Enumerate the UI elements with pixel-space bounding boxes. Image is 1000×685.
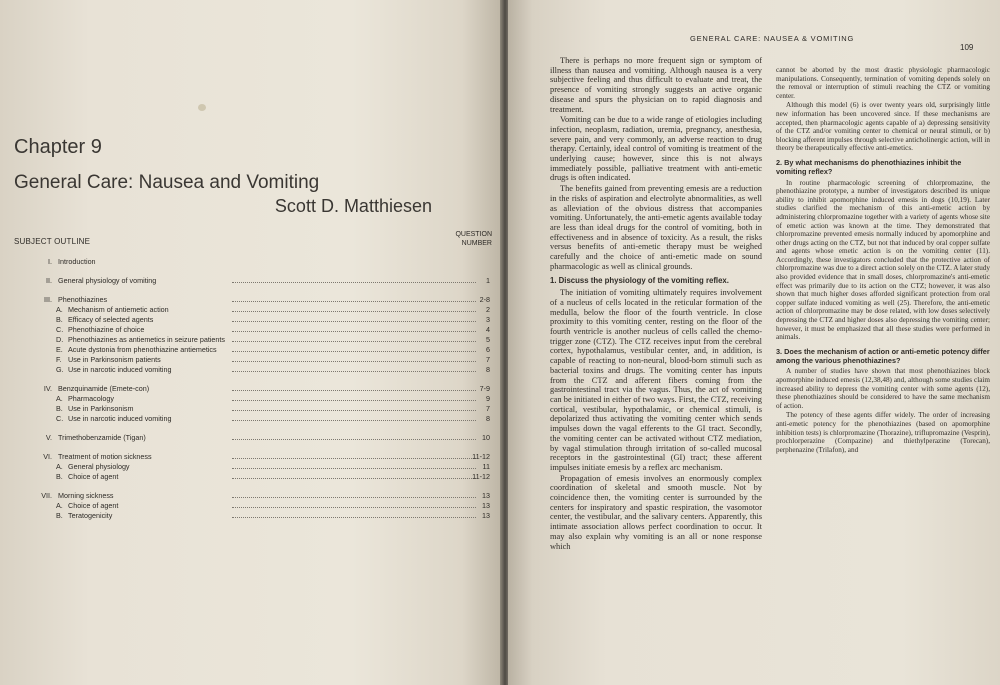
- outline-row: [32, 433, 490, 443]
- outline-row: [32, 365, 490, 375]
- outline-num: A.: [56, 462, 63, 471]
- outline-num: A.: [56, 501, 63, 510]
- outline-num: F.: [56, 355, 62, 364]
- outline-row: [32, 472, 490, 482]
- paragraph: Propagation of emesis involves an enormously complex coordination of skeletal and smooth muscle. Not by coincidence then, the vomiting center is surrounded by the centers for inspiratory and spastic respiration, the vasomotor center, the vestibular, and the salivary centers. Apparently, this intimate association allows perfect coordination to occur. It may also explain why vomiting is an all or none response which: [550, 473, 762, 551]
- outline-num: G.: [56, 365, 64, 374]
- outline-row: [32, 325, 490, 335]
- outline-question-number: 2-8: [479, 295, 490, 304]
- outline-question-number: 7: [486, 404, 490, 413]
- leader-dots: [232, 371, 476, 372]
- outline-row: [32, 414, 490, 424]
- outline-num: B.: [56, 472, 63, 481]
- outline-question-number: 11-12: [472, 452, 490, 461]
- outline-row: [32, 491, 490, 501]
- author-name: Scott D. Matthiesen: [274, 196, 432, 216]
- outline-question-number: 13: [482, 511, 490, 520]
- outline-label: Treatment of motion sickness: [58, 452, 152, 461]
- outline-num: D.: [56, 335, 64, 344]
- outline-question-number: 11-12: [472, 472, 490, 481]
- paragraph: Vomiting can be due to a wide range of etiologies including infection, neoplasm, radiation, uremia, pregnancy, anesthesia, severe pain, and very commonly, an adverse reaction to drug therapy. Certainly, ideal control of vomiting is treatment of the underlying cause; however, since this is not always immediately possible, palliative treatment with anti-emetic drugs is often indicated.: [550, 115, 762, 183]
- leader-dots: [232, 361, 476, 362]
- outline-num: A.: [56, 305, 63, 314]
- question-heading: 1. Discuss the physiology of the vomiting reflex.: [550, 276, 729, 286]
- outline-row: [32, 305, 490, 315]
- subject-outline-list: [32, 257, 490, 521]
- outline-question-number: 7-9: [479, 384, 490, 393]
- chapter-number: Chapter 9: [14, 136, 102, 158]
- outline-question-number: 13: [482, 501, 490, 510]
- leader-dots: [232, 458, 476, 459]
- leader-dots: [232, 331, 476, 332]
- outline-row: [32, 345, 490, 355]
- outline-num: C.: [56, 414, 64, 423]
- outline-num: B.: [56, 404, 63, 413]
- outline-row: [32, 276, 490, 286]
- outline-num: A.: [56, 394, 63, 403]
- leader-dots: [232, 321, 476, 322]
- outline-num: VI.: [43, 452, 52, 461]
- leader-dots: [232, 390, 476, 391]
- chapter-title: General Care: Nausea and Vomiting: [14, 172, 320, 193]
- outline-label: Benzquinamide (Emete-con): [58, 384, 150, 393]
- outline-num: E.: [56, 345, 63, 354]
- leader-dots: [232, 351, 476, 352]
- outline-question-number: 7: [486, 355, 490, 364]
- outline-label: Choice of agent: [68, 472, 119, 481]
- outline-question-number: 6: [486, 345, 490, 354]
- outline-label: Pharmacology: [68, 394, 114, 403]
- outline-row: [32, 315, 490, 325]
- outline-question-number: 9: [486, 394, 490, 403]
- outline-row: [32, 295, 490, 305]
- outline-question-number: 8: [486, 414, 490, 423]
- outline-label: Use in narcotic induced vomiting: [68, 414, 172, 423]
- leader-dots: [232, 301, 476, 302]
- outline-question-number: 2: [486, 305, 490, 314]
- outline-question-number: 5: [486, 335, 490, 344]
- outline-row: [32, 257, 490, 267]
- outline-num: B.: [56, 315, 63, 324]
- leader-dots: [232, 468, 476, 469]
- outline-row: [32, 384, 490, 394]
- outline-question-number: 11: [482, 462, 490, 471]
- outline-question-number: 13: [482, 491, 490, 500]
- outline-label: Mechanism of antiemetic action: [68, 305, 169, 314]
- outline-question-number: 8: [486, 365, 490, 374]
- outline-num: IV.: [43, 384, 52, 393]
- outline-num: II.: [46, 276, 52, 285]
- question-heading: 2. By what mechanisms do phenothiazines inhibit the vomiting reflex?: [776, 157, 962, 176]
- leader-dots: [232, 507, 476, 508]
- leader-dots: [232, 439, 476, 440]
- outline-row: [32, 355, 490, 365]
- leader-dots: [232, 282, 476, 283]
- running-head: GENERAL CARE: NAUSEA & VOMITING: [690, 34, 855, 43]
- outline-question-number: 4: [486, 325, 490, 334]
- paragraph: In routine pharmacologic screening of chlorpromazine, the phenothiazine prototype, a number of investigators described its unique ability to inhibit apomorphine induced emesis in dogs (10,19). Later studies clarified the mechanism of this anti-emetic action by administering chlorpromazine together with a variety of agents whose site of emetic action was known at the time. They demonstrated that chlorpromazine prevented emesis normally induced by apomorphine and other drugs acting on the CTZ, but not that induced by oral copper sulfate and agents whose emetic action is on the vomiting center (11). Accordingly, these investigators concluded that the protective action of chlorpromazine was due to a direct action solely on the CTZ. A later study also provided evidence that in small doses, chlorpromazine's anti-emetic effect was primarily due to its action on the CTZ; however, it was also shown that much higher doses afforded significant protection from oral copper sulfate induced vomiting as well (25). Therefore, the anti-emetic action of chlorpromazine may be dose related, with low doses selectively depressing the CTZ and higher doses also depressing the vomiting center; however, it must be emphasized that all these studies were performed in animals.: [776, 178, 990, 342]
- outline-row: [32, 501, 490, 511]
- outline-num: V.: [45, 433, 52, 442]
- outline-question-number: 10: [482, 433, 490, 442]
- text-column-right: [776, 66, 990, 455]
- leader-dots: [232, 400, 476, 401]
- leader-dots: [232, 517, 476, 518]
- leader-dots: [232, 341, 476, 342]
- outline-row: [32, 462, 490, 472]
- outline-label: Teratogenicity: [68, 511, 113, 520]
- question-heading: 3. Does the mechanism of action or anti-emetic potency differ among the various phenothiazines?: [776, 346, 990, 365]
- outline-num: VII.: [41, 491, 52, 500]
- question-number-label: QUESTION NUMBER: [455, 231, 492, 247]
- outline-num: I.: [48, 257, 52, 266]
- right-page: [508, 0, 1000, 685]
- page-stain: [198, 104, 206, 111]
- paragraph: A number of studies have shown that most phenothiazines block apomorphine induced emesis (12,38,48) and, although some studies claim increased ability to depress the vomiting center with some agents (12), these phenothiazines should be considered to have the same mechanism of action.: [776, 367, 990, 410]
- outline-num: C.: [56, 325, 64, 334]
- paragraph: The initiation of vomiting ultimately requires involvement of a nucleus of cells located in the reticular formation of the medulla, below the floor of the fourth ventricle. In close proximity to this vomiting center, resting on the floor of the fourth ventricle is another nucleus of cells called the chemo-trigger zone (CTZ). The CTZ receives input from the cerebral cortex, hypothalamus, vestibular center, and, in addition, is capable of reacting to non-neural, blood-born stimuli such as bacterial toxins and drugs. The vomiting center has inputs from the CTZ and afferent fibers coming from the gastrointestinal tract via the vagus. Thus, the act of vomiting can be initiated in either of two ways. First, the CTZ, receiving cortical, vestibular, hypothalamic, or chemical stimuli, is depolarized thus activating the vomiting center which sends impulses down the vagal efferents to the GI tract. Secondly, the vomiting center can be activated without CTZ mediation, by vagal stimulation through irritation of so-called mucosal receptors in the gastrointestinal (GI) tract; these afferent impulses initiate emesis by a reflex arc mechanism.: [550, 288, 762, 472]
- subject-outline-label: SUBJECT OUTLINE: [14, 237, 91, 246]
- paragraph: The benefits gained from preventing emesis are a reduction in the risks of aspiration and electrolyte abnormalities, as well as alleviation of the obvious distress that accompanies vomiting. Unfortunately, the anti-emetic agents available today are less than ideal drugs for the control of vomiting, both in effectiveness and in absence of toxicity. As a result, the risks versus benefits of anti-emetic therapy must be weighed carefully and the choice of anti-emetic made on sound pharmacologic as well as clinical grounds.: [550, 184, 762, 271]
- paragraph: The potency of these agents differ widely. The order of increasing anti-emetic potency for the phenothiazines (based on apomorphine inhibition tests) is chlorpromazine (Thorazine), triflupromazine (Vesprin), prochlorperazine (Compazine) and thiethylperazine (Torecan), perphenazine (Trilafon), and: [776, 411, 990, 454]
- leader-dots: [232, 410, 476, 411]
- outline-row: [32, 394, 490, 404]
- outline-label: Introduction: [58, 257, 96, 266]
- leader-dots: [232, 311, 476, 312]
- outline-label: Phenothiazine of choice: [68, 325, 145, 334]
- paragraph: There is perhaps no more frequent sign or symptom of illness than nausea and vomiting. Although nausea is a very subjective feeling and thus difficult to evaluate and treat, the presence of vomiting strongly suggests an active organic disease and spurs the physician on to rapid diagnosis and treatment.: [550, 56, 762, 114]
- outline-label: Acute dystonia from phenothiazine antiemetics: [68, 345, 217, 354]
- paragraph: cannot be aborted by the most drastic physiologic pharmacologic manipulations. Consequently, termination of vomiting depends solely on the removal or interruption of stimuli reaching the CTZ or vomiting center.: [776, 66, 990, 100]
- leader-dots: [232, 420, 476, 421]
- outline-label: Use in Parkinsonism: [68, 404, 134, 413]
- outline-label: Choice of agent: [68, 501, 119, 510]
- outline-num: B.: [56, 511, 63, 520]
- outline-label: Efficacy of selected agents: [68, 315, 154, 324]
- outline-label: General physiology of vomiting: [58, 276, 157, 285]
- outline-row: [32, 335, 490, 345]
- outline-num: III.: [44, 295, 52, 304]
- paragraph: Although this model (6) is over twenty years old, surprisingly little new information has been uncovered since. If these mechanisms are accepted, then pharmacologic agents capable of a) depressing sensitivity of the CTZ and/or vomiting center to chemical or neural stimuli, or b) blocking afferent impulses through selective anticholinergic action, will in theory be therapeutically effective anti-emetics.: [776, 101, 990, 153]
- leader-dots: [232, 497, 476, 498]
- outline-label: Morning sickness: [58, 491, 114, 500]
- outline-label: Use in Parkinsonism patients: [68, 355, 161, 364]
- page-number: 109: [960, 43, 974, 52]
- outline-label: Use in narcotic induced vomiting: [68, 365, 172, 374]
- outline-question-number: 1: [486, 276, 490, 285]
- outline-label: Trimethobenzamide (Tigan): [58, 433, 146, 442]
- outline-label: General physiology: [68, 462, 130, 471]
- leader-dots: [232, 478, 476, 479]
- outline-label: Phenothiazines as antiemetics in seizure patients: [68, 335, 226, 344]
- outline-row: [32, 511, 490, 521]
- text-column-left: [550, 56, 762, 552]
- outline-question-number: 3: [486, 315, 490, 324]
- outline-row: [32, 452, 490, 462]
- outline-label: Phenothiazines: [58, 295, 108, 304]
- outline-row: [32, 404, 490, 414]
